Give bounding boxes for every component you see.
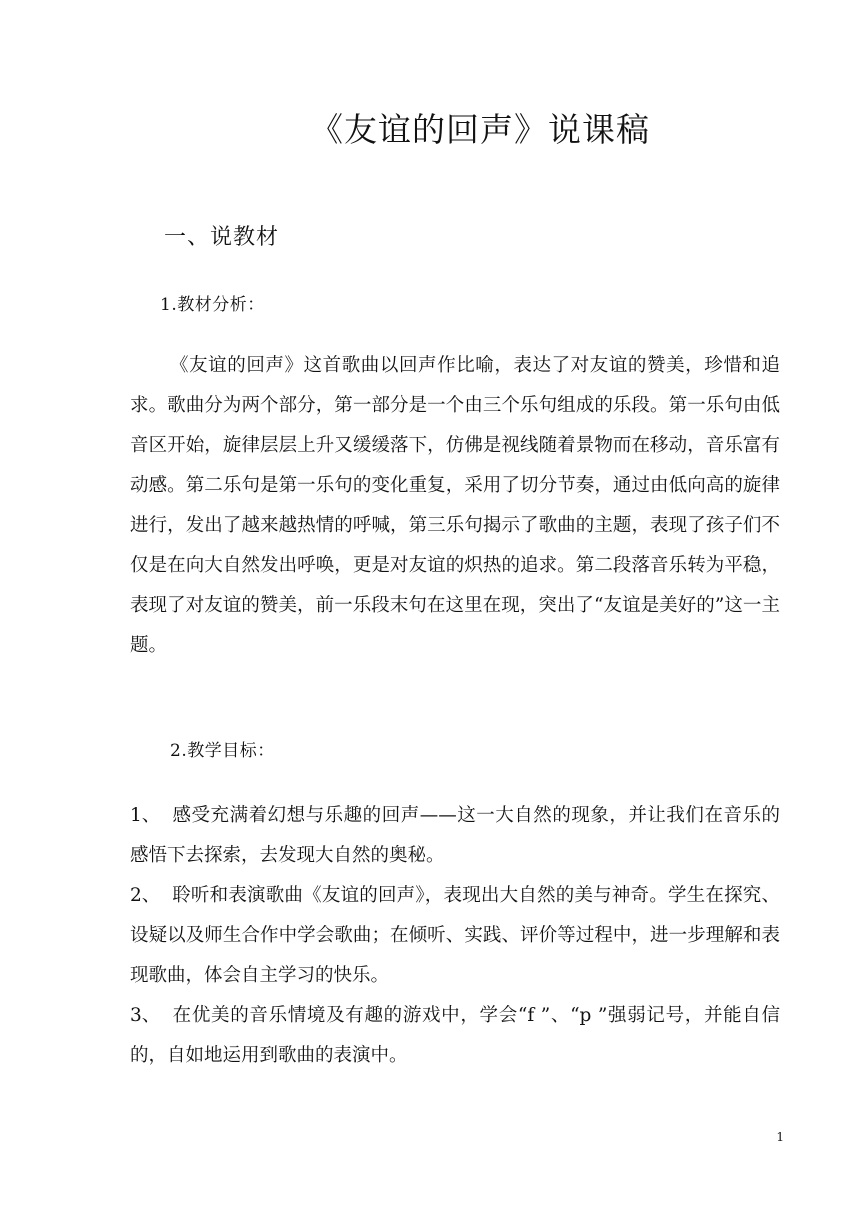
list-item-text: 聆听和表演歌曲《友谊的回声》，表现出大自然的美与神奇。学生在探究、设疑以及师生合作中学会歌曲；在倾听、实践、评价等过程中，进一步理解和表现歌曲，体会自主学习的快乐。 <box>130 885 780 986</box>
list-item <box>130 796 780 876</box>
subsection-heading-teaching-goals: 2.教学目标： <box>170 741 275 761</box>
list-item-text: 在优美的音乐情境及有趣的游戏中，学会“f ”、“p ”强弱记号，并能自信的，自如地运用到歌曲的表演中。 <box>130 1005 780 1066</box>
teaching-goals-list <box>130 796 780 1076</box>
list-item <box>130 996 780 1076</box>
page-number: 1 <box>776 1130 784 1144</box>
list-item-number: 2、 <box>130 885 161 906</box>
list-item-number: 1、 <box>130 805 161 826</box>
subsection-heading-material-analysis: 1.教材分析： <box>160 295 265 315</box>
list-item-text: 感受充满着幻想与乐趣的回声——这一大自然的现象，并让我们在音乐的感悟下去探索，去发现大自然的奥秘。 <box>130 805 780 866</box>
material-analysis-paragraph: 《友谊的回声》这首歌曲以回声作比喻，表达了对友谊的赞美，珍惜和追求。歌曲分为两个部分，第一部分是一个由三个乐句组成的乐段。第一乐句由低音区开始，旋律层层上升又缓缓落下，仿佛是视线随着景物而在移动，音乐富有动感。第二乐句是第一乐句的变化重复，采用了切分节奏，通过由低向高的旋律进行，发出了越来越热情的呼喊，第三乐句揭示了歌曲的主题，表现了孩子们不仅是在向大自然发出呼唤，更是对友谊的炽热的追求。第二段落音乐转为平稳，表现了对友谊的赞美，前一乐段末句在这里在现，突出了“友谊是美好的”这一主题。 <box>130 355 780 656</box>
list-item <box>130 876 780 996</box>
document-title: 《友谊的回声》说课稿 <box>310 110 650 149</box>
section-heading: 一、说教材 <box>164 225 280 250</box>
list-item-number: 3、 <box>130 1005 161 1026</box>
